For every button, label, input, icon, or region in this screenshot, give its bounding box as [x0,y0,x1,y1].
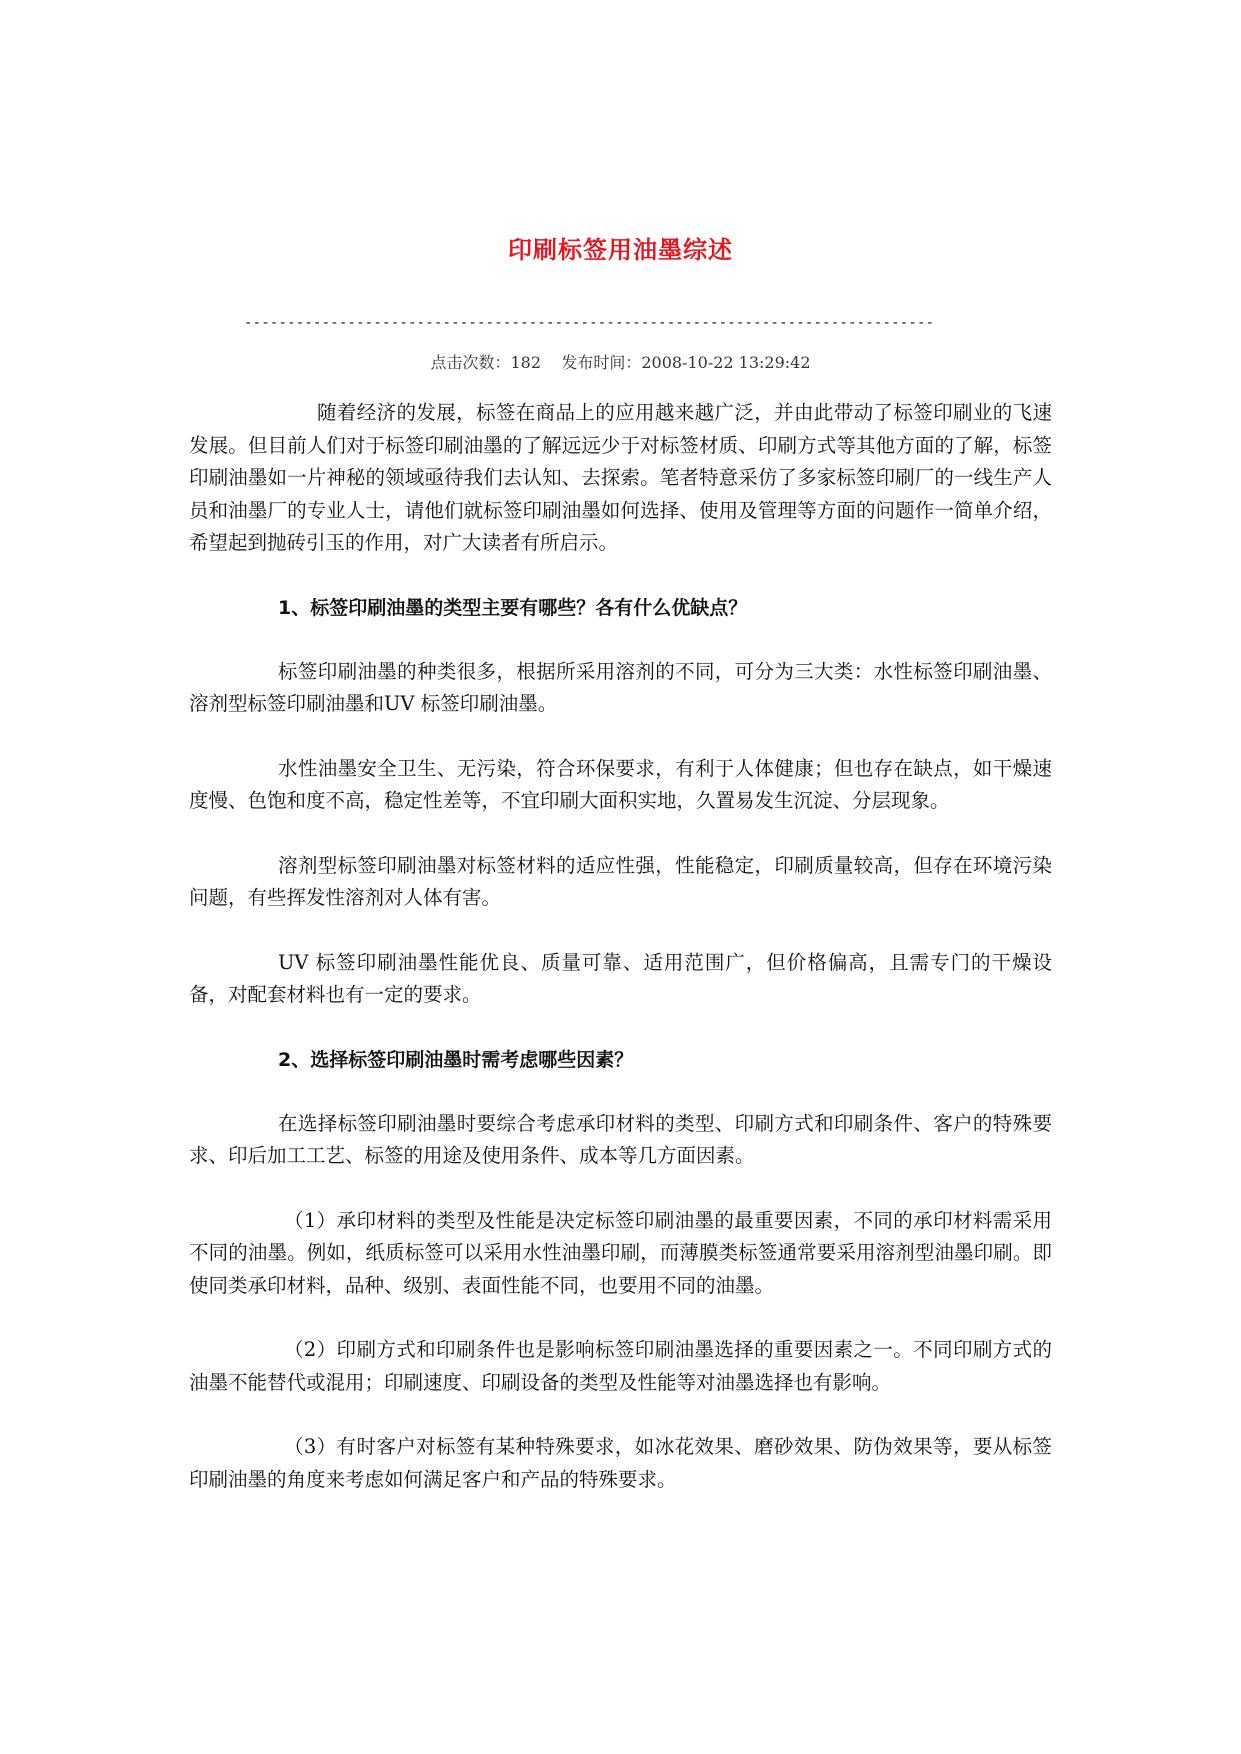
paragraph: 在选择标签印刷油墨时要综合考虑承印材料的类型、印刷方式和印刷条件、客户的特殊要求、印后加工工艺、标签的用途及使用条件、成本等几方面因素。 [189,1111,1052,1167]
article-body [189,397,1052,1496]
paragraph: 标签印刷油墨的种类很多，根据所采用溶剂的不同，可分为三大类：水性标签印刷油墨、溶剂型标签印刷油墨和UV 标签印刷油墨。 [189,659,1052,715]
article-meta: 点击次数：182 发布时间：2008-10-22 13:29:42 [430,353,811,372]
article-title: 印刷标签用油墨综述 [508,236,733,264]
paragraph: UV 标签印刷油墨性能优良、质量可靠、适用范围广，但价格偏高，且需专门的干燥设备，对配套材料也有一定的要求。 [189,950,1052,1006]
paragraph: 溶剂型标签印刷油墨对标签材料的适应性强，性能稳定，印刷质量较高，但存在环境污染问题，有些挥发性溶剂对人体有害。 [189,853,1052,909]
list-item: （2）印刷方式和印刷条件也是影响标签印刷油墨选择的重要因素之一。不同印刷方式的油墨不能替代或混用；印刷速度、印刷设备的类型及性能等对油墨选择也有影响。 [189,1338,1052,1394]
intro-paragraph: 随着经济的发展，标签在商品上的应用越来越广泛，并由此带动了标签印刷业的飞速发展。但目前人们对于标签印刷油墨的了解远远少于对标签材质、印刷方式等其他方面的了解，标签印刷油墨如一片神秘的领域亟待我们去认知、去探索。笔者特意采仿了多家标签印刷厂的一线生产人员和油墨厂的专业人士，请他们就标签印刷油墨如何选择、使用及管理等方面的问题作一简单介绍，希望起到抛砖引玉的作用，对广大读者有所启示。 [189,401,1052,554]
list-item: （1）承印材料的类型及性能是决定标签印刷油墨的最重要因素，不同的承印材料需采用不同的油墨。例如，纸质标签可以采用水性油墨印刷，而薄膜类标签通常要采用溶剂型油墨印刷。即使同类承印材料，品种、级别、表面性能不同，也要用不同的油墨。 [189,1208,1052,1297]
section-heading-1: 1、标签印刷油墨的类型主要有哪些？各有什么优缺点？ [278,596,748,619]
list-item: （3）有时客户对标签有某种特殊要求，如冰花效果、磨砂效果、防伪效果等，要从标签印刷油墨的角度来考虑如何满足客户和产品的特殊要求。 [189,1435,1052,1491]
paragraph: 水性油墨安全卫生、无污染，符合环保要求，有利于人体健康；但也存在缺点，如干燥速度慢、色饱和度不高，稳定性差等，不宜印刷大面积实地，久置易发生沉淀、分层现象。 [189,756,1052,812]
divider-line: -------------------------------------------------------------------------------- [244,315,935,331]
section-heading-2: 2、选择标签印刷油墨时需考虑哪些因素？ [278,1048,634,1071]
